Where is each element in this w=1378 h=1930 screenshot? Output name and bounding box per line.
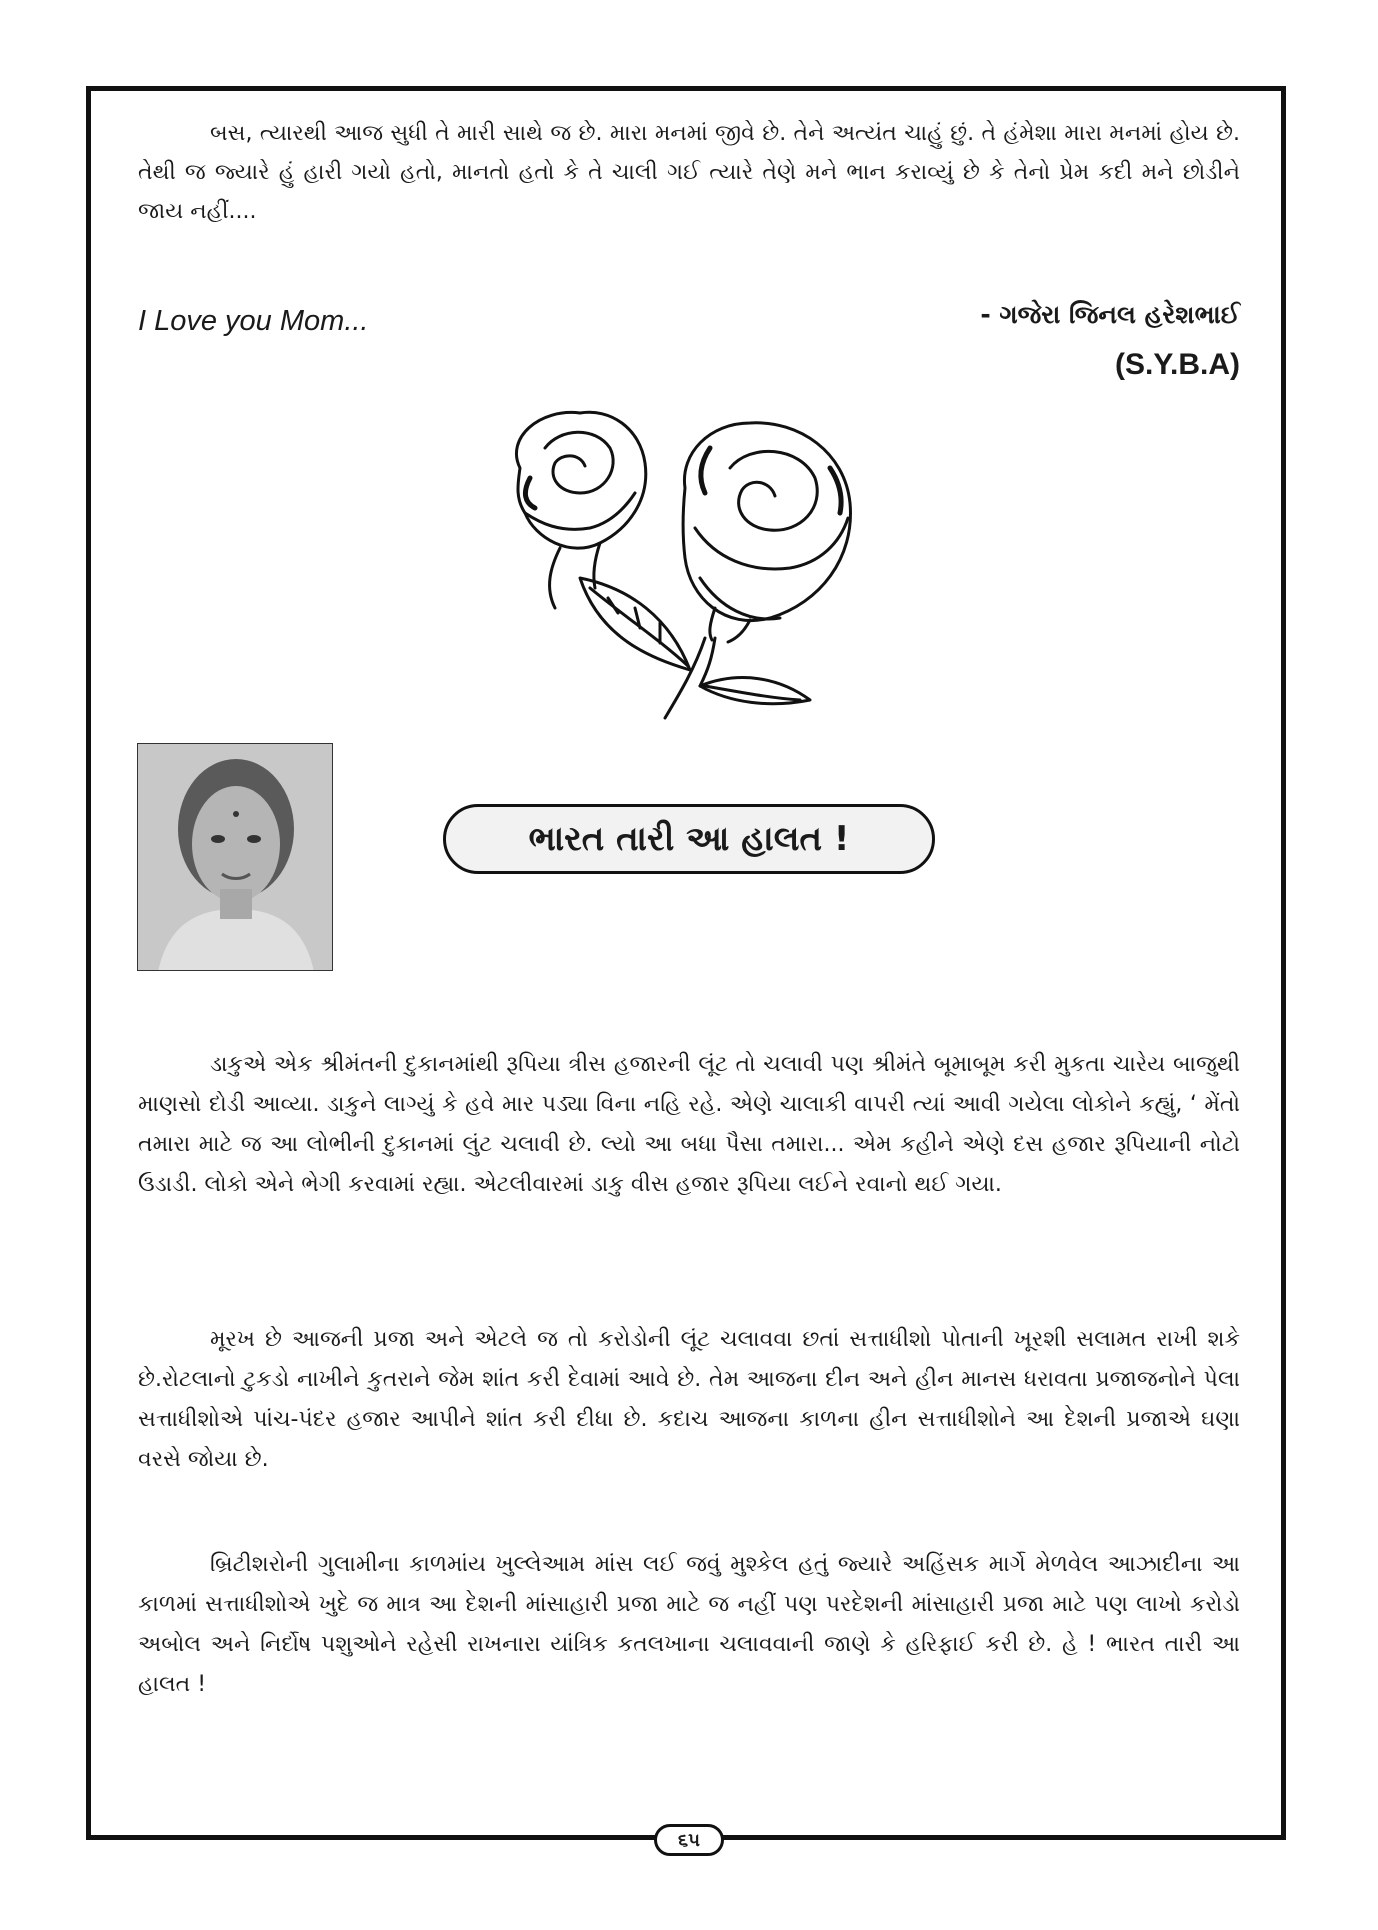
page-number: ૬૫: [654, 1824, 724, 1856]
student-photo: [137, 743, 333, 971]
article2-title: ભારત તારી આ હાલત !: [443, 804, 935, 874]
article2-paragraph-1: ડાકુએ એક શ્રીમંતની દુકાનમાંથી રૂપિયા ત્રીસ હજારની લૂંટ તો ચલાવી પણ શ્રીમંતે બૂમાબૂમ કરી મુકતા ચારેય બાજુથી માણસો દોડી આવ્યા. ડાકુને લાગ્યું કે હવે માર પડ્યા વિના નહિ રહે. એણે ચાલાકી વાપરી ત્યાં આવી ગયેલા લોકોને કહ્યું, ‘ મેંતો તમારા માટે જ આ લોભીની દુકાનમાં લુંટ ચલાવી છે. લ્યો આ બધા પૈસા તમારા... એમ કહીને એણે દસ હજાર રૂપિયાની નોટો ઉડાડી. લોકો એને ભેગી કરવામાં રહ્યા. એટલીવારમાં ડાકુ વીસ હજાર રૂપિયા લઈને રવાનો થઈ ગયા.: [138, 1052, 1240, 1197]
author-class: (S.Y.B.A): [1114, 348, 1240, 381]
rose-illustration: [500, 408, 880, 723]
article1-paragraph: બસ, ત્યારથી આજ સુધી તે મારી સાથે જ છે. મારા મનમાં જીવે છે. તેને અત્યંત ચાહું છું. તે હંમેશા મારા મનમાં હોય છે. તેથી જ જ્યારે હું હારી ગયો હતો, માનતો હતો કે તે ચાલી ગઈ ત્યારે તેણે મને ભાન કરાવ્યું છે કે તેનો પ્રેમ કદી મને છોડીને જાય નહીં....: [138, 121, 1240, 224]
closing-line: I Love you Mom...: [138, 305, 369, 337]
article2-paragraph-3: બ્રિટીશરોની ગુલામીના કાળમાંય ખુલ્લેઆમ માંસ લઈ જવું મુશ્કેલ હતું જ્યારે અહિંસક માર્ગે મેળવેલ આઝાદીના આ કાળમાં સત્તાધીશોએ ખુદે જ માત્ર આ દેશની માંસાહારી પ્રજા માટે જ નહીં પણ પરદેશની માંસાહારી પ્રજા માટે પણ લાખો કરોડો અબોલ અને નિર્દોષ પશુઓને રહેસી રાખનારા યાંત્રિક કતલખાના ચલાવવાની જાણે કે હરિફાઈ કરી છે. હે ! ભારત તારી આ હાલત !: [138, 1552, 1240, 1697]
author-name: - ગજેરા જિનલ હરેશભાઈ: [980, 300, 1240, 329]
author-block: [980, 290, 1240, 390]
article2-paragraph-2: મૂરખ છે આજની પ્રજા અને એટલે જ તો કરોડોની લૂંટ ચલાવવા છતાં સત્તાધીશો પોતાની ખૂરશી સલામત રાખી શકે છે.રોટલાનો ટુકડો નાખીને કુતરાને જેમ શાંત કરી દેવામાં આવે છે. તેમ આજના દીન અને હીન માનસ ધરાવતા પ્રજાજનોને પેલા સત્તાધીશોએ પાંચ-પંદર હજાર આપીને શાંત કરી દીધા છે. કદાચ આજના કાળના હીન સત્તાધીશોને આ દેશની પ્રજાએ ઘણા વરસે જોયા છે.: [138, 1327, 1240, 1472]
